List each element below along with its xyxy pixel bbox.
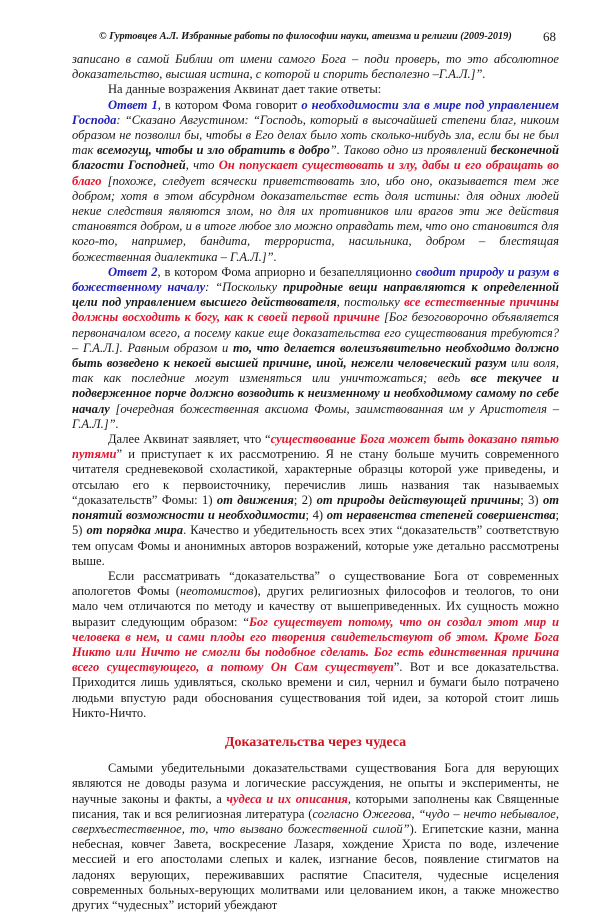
highlight-red: существование Бога может быть доказано пятью путями (72, 432, 559, 462)
text-run: , в котором Фома говорит (157, 97, 302, 112)
text-run: ; 5) (72, 508, 560, 538)
author-comment: [похоже, следует всячески приветствовать зло, ибо оно, оказывается тем же добром; хотя в этом абсурдном доказательстве есть доля истины: для одних людей некие следствия являются злом, но для их противников или врагов эти же действия становятся добром, и в итоге любое зло можно оправдать тем, что оно становится для кого-то, например, бандита, террориста, насильника, добром – блестящая божественная диалектика – Г.А.Л.]”. (72, 173, 559, 264)
quote-run: , постольку (336, 295, 405, 310)
text-run: записано в самой Библии от имени самого Бога – поди проверь, то это абсолютное доказательство, высшая истина, с которой и спорить бесполезно –Г.А.Л.]”. (72, 52, 559, 82)
highlight-red: Бог существует потому, что он создал этот мир и человека в нем, и сами плоды его творения свидетельствуют об этом. Кроме Бога Никто или Ничто не смогли бы подобное сделать. Бог есть единственная причина всего существующего, а потому Он Сам существует (72, 614, 559, 675)
emphasis-italic: неотомистов (180, 584, 254, 599)
emphasis-bold: всемогущ, чтобы и зло обратить в добро (97, 143, 330, 158)
paragraph-answer-2 (72, 265, 559, 432)
emphasis-bold: все текучее и подверженное порче должно возводить к неизменному и необходимому самому по себе началу (72, 371, 560, 416)
emphasis-bold: природные вещи направляются к определенной цели под управлением высшего действователя (72, 280, 560, 310)
way-1: от движения (216, 492, 294, 507)
author-comment: [очередная божественная аксиома Фомы, заимствованная им у Аристотеля – Г.А.Л.]”. (72, 401, 559, 431)
quote-run: : “Поскольку (205, 280, 283, 295)
way-3: от понятий возможности и необходимости (72, 492, 559, 523)
way-2: от природы действующей причины (316, 492, 521, 507)
text-run: ; 2) (293, 492, 317, 507)
way-5: от порядка мира (86, 523, 184, 538)
text-run: ), других религиозных философов и теологов, то они мало чем отличаются по методу и качеству от вышеприведенных. Их сущность можно выразит следующим образом: “ (72, 584, 559, 629)
text-run: ; 4) (305, 508, 327, 523)
highlight-blue: о необходимости зла в мире под управлением Господа (72, 97, 559, 127)
answer-2-label: Ответ 2 (108, 264, 158, 279)
text-run: , которыми заполнены как Священные писания, так и вся религиозная литература ( (72, 791, 559, 821)
highlight-red: Он попускает существовать и злу, дабы и его обращать во благо (72, 158, 559, 188)
author-comment: [Бог безоговорочно объявляется первоначалом всего, а посему какие еще доказательства его существования требуются? – Г.А.Л.]. Равным образом и (72, 310, 559, 355)
text-run: . Качество и убедительность всех этих “доказательств” соответствую тем опусам Фомы и анонимных авторов возражений, которые уже детально рассмотрены выше. (72, 523, 559, 568)
answer-1-label: Ответ 1 (108, 97, 158, 112)
paragraph-five-ways (72, 432, 559, 569)
text-run: ). Египетские казни, манна небесная, ковчег Завета, воскресение Лазаря, хождение Христа по воде, излечение мессией и его апостолами слепых и калек, изгнание бесов, появление стигматов на ладонях верующих, переживавших распятие Спасителя, чудесные исцеления современных больных-верующих молитвами или целованием икон, а также множество других “чудесных” историй убеждают (72, 821, 559, 912)
paragraph-answer-1 (72, 98, 559, 265)
text-run: ” и приступает к их рассмотрению. Я не стану больше мучить современного читателя средневековой схоластикой, характерные образцы которой уже приведены, и отсылаю его к первоисточнику, перечислив лишь названия так называемых “доказательств” Фомы: 1) (72, 447, 559, 507)
running-header-title: © Гуртовцев А.Л. Избранные работы по философии науки, атеизма и религии (2009-2019) (99, 31, 512, 42)
paragraph-miracles (72, 761, 559, 913)
section-heading: Доказательства через чудеса (224, 734, 407, 750)
text-run: , в котором Фома априорно и безапелляционно (157, 264, 416, 279)
document-body (72, 52, 559, 913)
paragraph-intro (72, 82, 559, 97)
highlight-red: все естественные причины должны восходить к богу, как к своей первой причине (72, 295, 559, 325)
page-header (0, 31, 600, 47)
quote-run: , что (185, 158, 219, 173)
way-4: от неравенства степеней совершенства (326, 508, 556, 523)
highlight-red: чудеса и их описания (226, 791, 348, 806)
text-run: Если рассматривать “доказательства” о существование Бога от современных апологетов Фомы ( (72, 568, 559, 599)
quote-run: или воля, так как последние могут изменяться или уничтожаться; ведь (72, 356, 559, 386)
text-run: На данные возражения Аквинат дает такие ответы: (108, 82, 382, 97)
quote-run: ”. Таково одно из проявлений (329, 143, 491, 158)
text-run: ”. Вот и все доказательства. Приходится лишь удивляться, сколько времени и сил, чернил и бумаги было потрачено людьми впустую ради обоснования существования той идеи, за которой стоит лишь Никто-Ничто. (72, 660, 559, 720)
quote-run: : “Сказано Августином: “Господь, который в высочайшей степени благ, никоим образом не позволил бы, чтобы в Его делах было хоть сколько-нибудь зла, если бы не был так (72, 112, 559, 158)
text-run: Далее Аквинат заявляет, что “ (108, 432, 271, 447)
page-number: 68 (543, 29, 556, 44)
paragraph-continuation (72, 52, 559, 82)
highlight-blue: сводит природу и разум в божественному началу (72, 264, 559, 295)
text-run: ; 3) (520, 492, 543, 507)
emphasis-bold: то, что делается волеизъявительно необходимо должно быть возведено к некоей высшей причине, иной, нежели человеческий разум (72, 340, 559, 371)
paragraph-neothomists (72, 569, 559, 721)
text-run: Самыми убедительными доказательствами существования Бога для верующих являются не доводы разума и логические рассуждения, не опыты и эксперименты, не научные законы и факты, а (72, 761, 559, 806)
emphasis-bold: бесконечной благости Господней (72, 143, 559, 173)
emphasis-italic: согласно Ожегова, “чудо – нечто небывалое, сверхъестественное, то, что вызвано божественной силой” (72, 806, 559, 836)
